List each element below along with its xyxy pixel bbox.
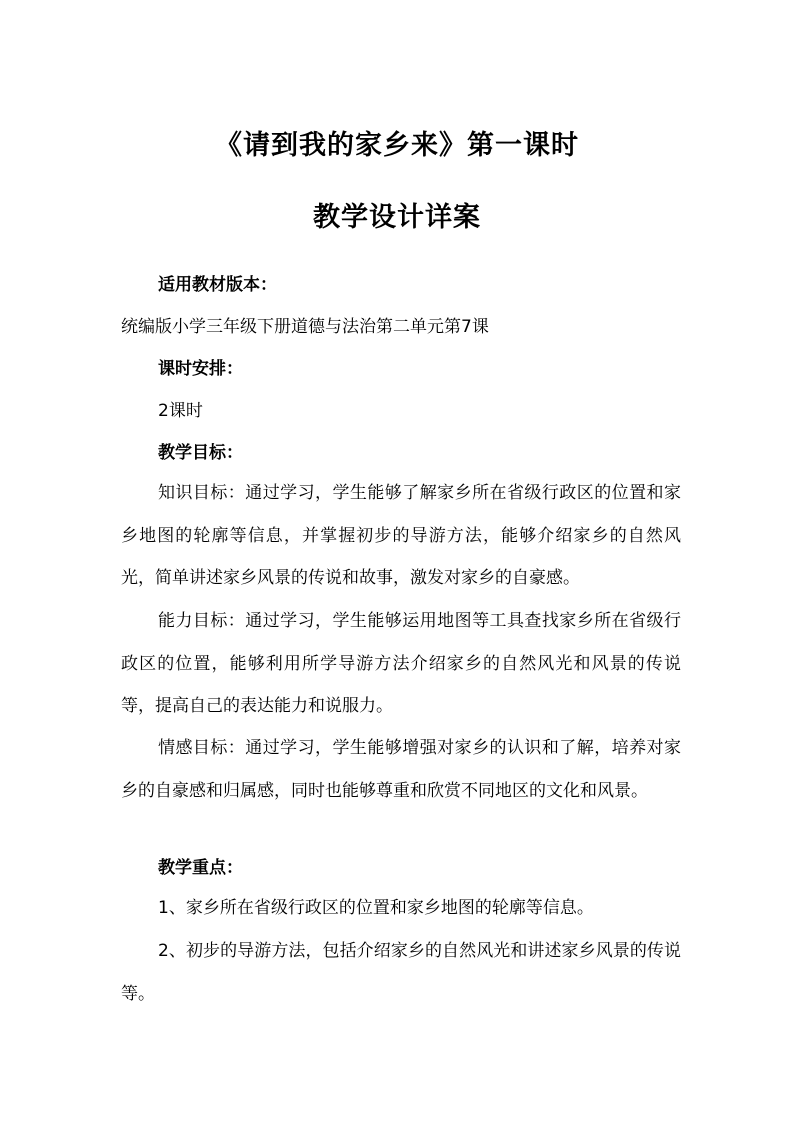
knowledge-objective-paragraph: 知识目标：通过学习，学生能够了解家乡所在省级行政区的位置和家乡地图的轮廓等信息，并掌握初步的导游方法，能够介绍家乡的自然风光，简单讲述家乡风景的传说和故事，激发对家乡的自豪感。 — [121, 483, 681, 588]
teaching-focus-item-2: 2、初步的导游方法，包括介绍家乡的自然风光和讲述家乡风景的传说等。 — [121, 941, 681, 1004]
textbook-version-heading: 适用教材版本： — [158, 275, 277, 295]
document-title: 《请到我的家乡来》第一课时 — [215, 130, 579, 161]
emotion-objective-paragraph: 情感目标：通过学习，学生能够增强对家乡的认识和了解，培养对家乡的自豪感和归属感，同时也能够尊重和欣赏不同地区的文化和风景。 — [121, 738, 681, 801]
teaching-focus-heading: 教学重点： — [158, 858, 243, 878]
teaching-focus-item-1: 1、家乡所在省级行政区的位置和家乡地图的轮廓等信息。 — [158, 898, 594, 918]
lesson-schedule-text: 2课时 — [158, 401, 203, 421]
lesson-schedule-heading: 课时安排： — [158, 359, 243, 379]
ability-objective-paragraph: 能力目标：通过学习，学生能够运用地图等工具查找家乡所在省级行政区的位置，能够利用所学导游方法介绍家乡的自然风光和风景的传说等，提高自己的表达能力和说服力。 — [121, 611, 681, 716]
textbook-version-text: 统编版小学三年级下册道德与法治第二单元第7课 — [121, 317, 489, 337]
document-subtitle: 教学设计详案 — [313, 202, 481, 233]
teaching-objectives-heading: 教学目标： — [158, 443, 243, 463]
